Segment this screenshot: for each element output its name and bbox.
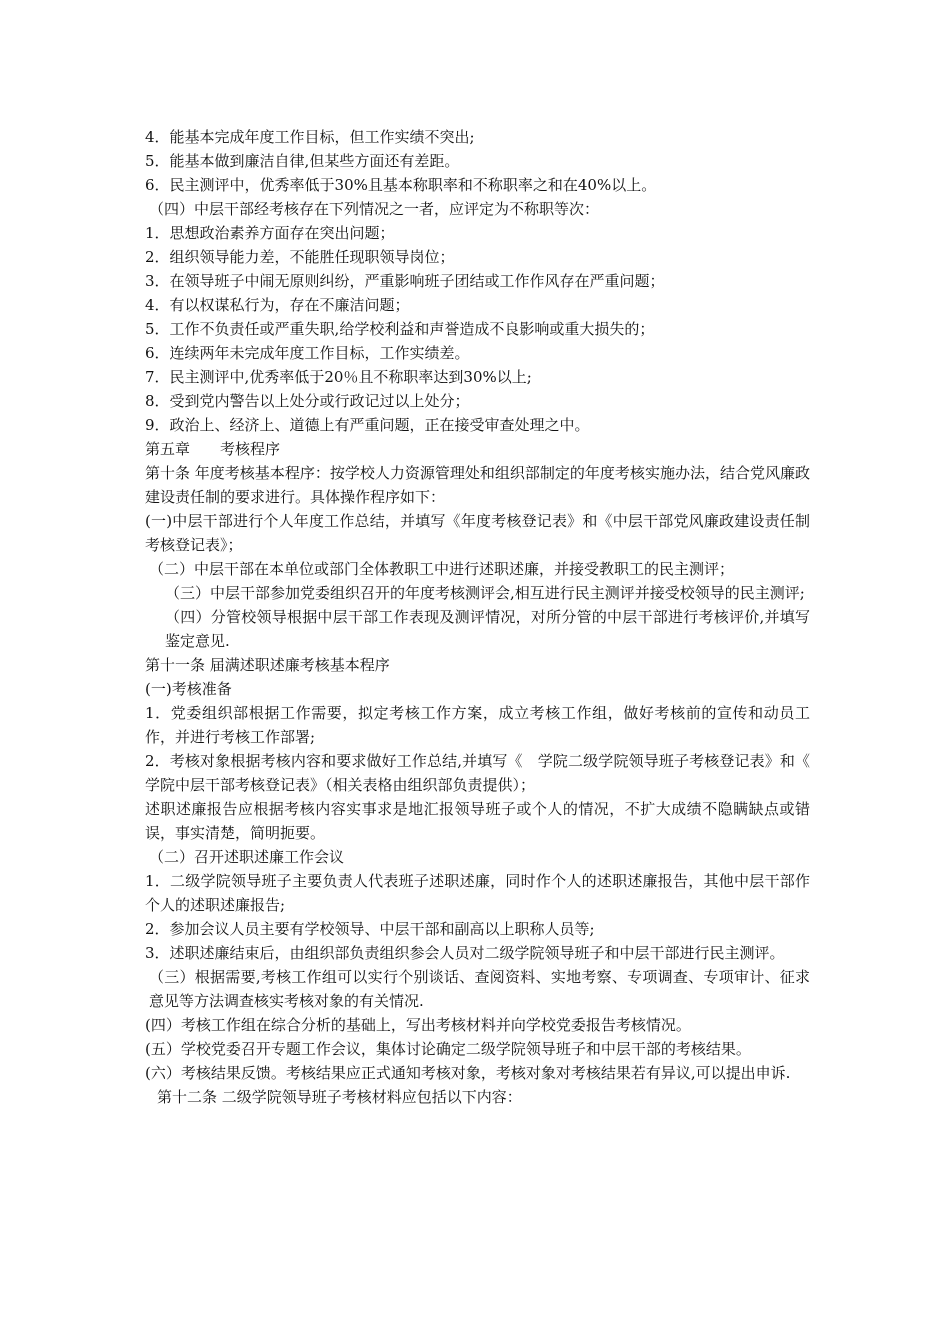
paragraph-item-7: 7．民主测评中,优秀率低于20％且不称职率达到30%以上; bbox=[145, 368, 532, 386]
procedure-step-2: （二）中层干部在本单位或部门全体教职工中进行述职述廉，并接受教职工的民主测评； bbox=[149, 560, 735, 578]
paragraph-item-9: 9．政治上、经济上、道德上有严重问题，正在接受审查处理之中。 bbox=[145, 416, 590, 434]
report-requirement: 述职述廉报告应根据考核内容实事求是地汇报领导班子或个人的情况，不扩大成绩不隐瞒缺点或错误，事实清楚，简明扼要。 bbox=[145, 800, 810, 842]
paragraph-item-5b: 5．工作不负责任或严重失职,给学校利益和声誉造成不良影响或重大损失的； bbox=[145, 320, 655, 338]
paragraph-item-6b: 6．连续两年未完成年度工作目标，工作实绩差。 bbox=[145, 344, 470, 362]
paragraph-item-4b: 4．有以权谋私行为，存在不廉洁问题； bbox=[145, 296, 410, 314]
preparation-item-1: 1．党委组织部根据工作需要，拟定考核工作方案，成立考核工作组，做好考核前的宣传和动员工作，并进行考核工作部署; bbox=[145, 704, 810, 746]
paragraph-item-5: 5．能基本做到廉洁自律,但某些方面还有差距。 bbox=[145, 152, 460, 170]
paragraph-item-8: 8．受到党内警告以上处分或行政记过以上处分； bbox=[145, 392, 470, 410]
feedback-paragraph: (六）考核结果反馈。考核结果应正式通知考核对象，考核对象对考核结果若有异议,可以提出申诉. bbox=[145, 1064, 791, 1082]
paragraph-item-1: 1．思想政治素养方面存在突出问题； bbox=[145, 224, 395, 242]
analysis-paragraph: (四）考核工作组在综合分析的基础上，写出考核材料并向学校党委报告考核情况。 bbox=[145, 1016, 691, 1034]
meeting-heading: （二）召开述职述廉工作会议 bbox=[149, 848, 345, 866]
preparation-item-2: 2．考核对象根据考核内容和要求做好工作总结,并填写《 学院二级学院领导班子考核登记表》和《 学院中层干部考核登记表》（相关表格由组织部负责提供）； bbox=[145, 752, 826, 794]
paragraph-item-2: 2．组织领导能力差，不能胜任现职领导岗位； bbox=[145, 248, 455, 266]
procedure-step-3: （三）中层干部参加党委组织召开的年度考核测评会,相互进行民主测评并接受校领导的民主测评; bbox=[165, 584, 805, 602]
assessment-preparation-heading: (一)考核准备 bbox=[145, 680, 232, 698]
paragraph-item-4: 4．能基本完成年度工作目标，但工作实绩不突出; bbox=[145, 128, 475, 146]
article-ten: 第十条 年度考核基本程序：按学校人力资源管理处和组织部制定的年度考核实施办法，结合党风廉政建设责任制的要求进行。具体操作程序如下： bbox=[145, 464, 810, 506]
paragraph-item-3: 3．在领导班子中闹无原则纠纷，严重影响班子团结或工作作风存在严重问题； bbox=[145, 272, 665, 290]
procedure-step-1: (一)中层干部进行个人年度工作总结，并填写《年度考核登记表》和《中层干部党风廉政建设责任制考核登记表》； bbox=[145, 512, 810, 554]
investigation-paragraph: （三）根据需要,考核工作组可以实行个别谈话、查阅资料、实地考察、专项调查、专项审计、征求意见等方法调查核实考核对象的有关情况. bbox=[149, 968, 810, 1010]
article-twelve: 第十二条 二级学院领导班子考核材料应包括以下内容： bbox=[157, 1088, 522, 1106]
section-unqualified-heading: （四）中层干部经考核存在下列情况之一者，应评定为不称职等次： bbox=[149, 200, 600, 218]
procedure-step-4: （四）分管校领导根据中层干部工作表现及测评情况，对所分管的中层干部进行考核评价,并填写鉴定意见. bbox=[165, 608, 810, 650]
meeting-item-1: 1．二级学院领导班子主要负责人代表班子述职述廉，同时作个人的述职述廉报告，其他中层干部作个人的述职述廉报告; bbox=[145, 872, 810, 914]
paragraph-item-6: 6．民主测评中，优秀率低于30%且基本称职率和不称职率之和在40%以上。 bbox=[145, 176, 657, 194]
committee-paragraph: (五）学校党委召开专题工作会议，集体讨论确定二级学院领导班子和中层干部的考核结果。 bbox=[145, 1040, 751, 1058]
document-body bbox=[145, 125, 826, 1109]
chapter-five-heading: 第五章 考核程序 bbox=[145, 440, 281, 458]
meeting-item-3: 3．述职述廉结束后，由组织部负责组织参会人员对二级学院领导班子和中层干部进行民主测评。 bbox=[145, 944, 785, 962]
meeting-item-2: 2．参加会议人员主要有学校领导、中层干部和副高以上职称人员等; bbox=[145, 920, 595, 938]
article-eleven: 第十一条 届满述职述廉考核基本程序 bbox=[145, 656, 390, 674]
